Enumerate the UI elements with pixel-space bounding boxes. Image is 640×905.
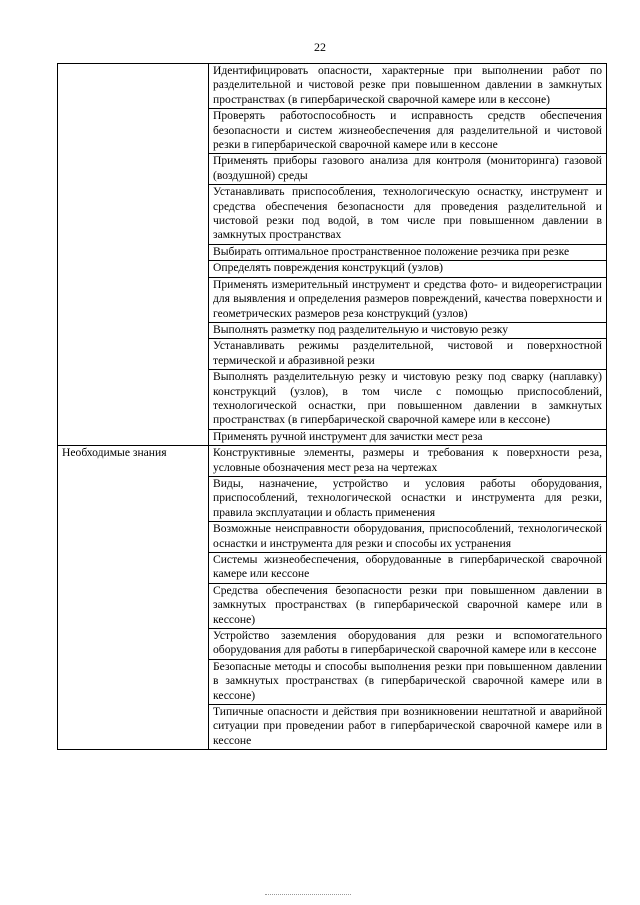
requirements-table [57, 63, 607, 750]
knowledge-item: Возможные неисправности оборудования, приспособлений, технологической оснастки и инструмента для резки и способы их устранения [209, 522, 607, 553]
skill-item: Устанавливать приспособления, технологическую оснастку, инструмент и средства обеспечения безопасности для проведения разделительной и чистовой резки под водой, в том числе при повышенном давлении в замкнутых пространствах [209, 185, 607, 245]
skill-item: Устанавливать режимы разделительной, чистовой и поверхностной термической и абразивной резки [209, 339, 607, 370]
skill-item: Применять ручной инструмент для зачистки мест реза [209, 429, 607, 445]
knowledge-item: Типичные опасности и действия при возникновении нештатной и аварийной ситуации при проведении работ в гипербарической сварочной камере или в кессоне [209, 705, 607, 750]
knowledge-item: Системы жизнеобеспечения, оборудованные в гипербарической сварочной камере или кессоне [209, 553, 607, 584]
skill-item: Проверять работоспособность и исправность средств обеспечения безопасности и систем жизнеобеспечения для разделительной и чистовой резки в гипербарической сварочной камере или в кессоне [209, 109, 607, 154]
skill-item: Выполнять разделительную резку и чистовую резку под сварку (наплавку) конструкций (узлов), в том числе с помощью приспособлений, технологической оснастки, при повышенном давлении в замкнутых пространствах (в гипербарической сварочной камере или в кессоне) [209, 370, 607, 430]
knowledge-item: Устройство заземления оборудования для резки и вспомогательного оборудования для работы в гипербарической сварочной камере или в кессоне [209, 629, 607, 660]
skills-label-cell [58, 64, 209, 446]
table-row [58, 64, 607, 109]
knowledge-item: Безопасные методы и способы выполнения резки при повышенном давлении в замкнутых пространствах (в гипербарической сварочной камере или в кессоне) [209, 659, 607, 704]
skill-item: Выбирать оптимальное пространственное положение резчика при резке [209, 244, 607, 260]
knowledge-item: Конструктивные элементы, размеры и требования к поверхности реза, условные обозначения мест реза на чертежах [209, 446, 607, 477]
table-row [58, 446, 607, 477]
skill-item: Идентифицировать опасности, характерные при выполнении работ по разделительной и чистовой резке при повышенном давлении в замкнутых пространствах (в гипербарической сварочной камере или в кессоне) [209, 64, 607, 109]
knowledge-item: Виды, назначение, устройство и условия работы оборудования, приспособлений, технологической оснастки и инструмента для резки, правила эксплуатации и область применения [209, 476, 607, 521]
footer-mark [265, 894, 351, 899]
skill-item: Применять приборы газового анализа для контроля (мониторинга) газовой (воздушной) среды [209, 154, 607, 185]
skill-item: Определять повреждения конструкций (узлов) [209, 261, 607, 277]
knowledge-label: Необходимые знания [58, 446, 209, 750]
skill-item: Выполнять разметку под разделительную и чистовую резку [209, 322, 607, 338]
knowledge-item: Средства обеспечения безопасности резки при повышенном давлении в замкнутых пространствах (в гипербарической сварочной камере или в кессоне) [209, 583, 607, 628]
skill-item: Применять измерительный инструмент и средства фото- и видеорегистрации для выявления и определения размеров повреждений, качества поверхности и геометрических размеров реза конструкций (узлов) [209, 277, 607, 322]
page-number: 22 [314, 40, 326, 54]
